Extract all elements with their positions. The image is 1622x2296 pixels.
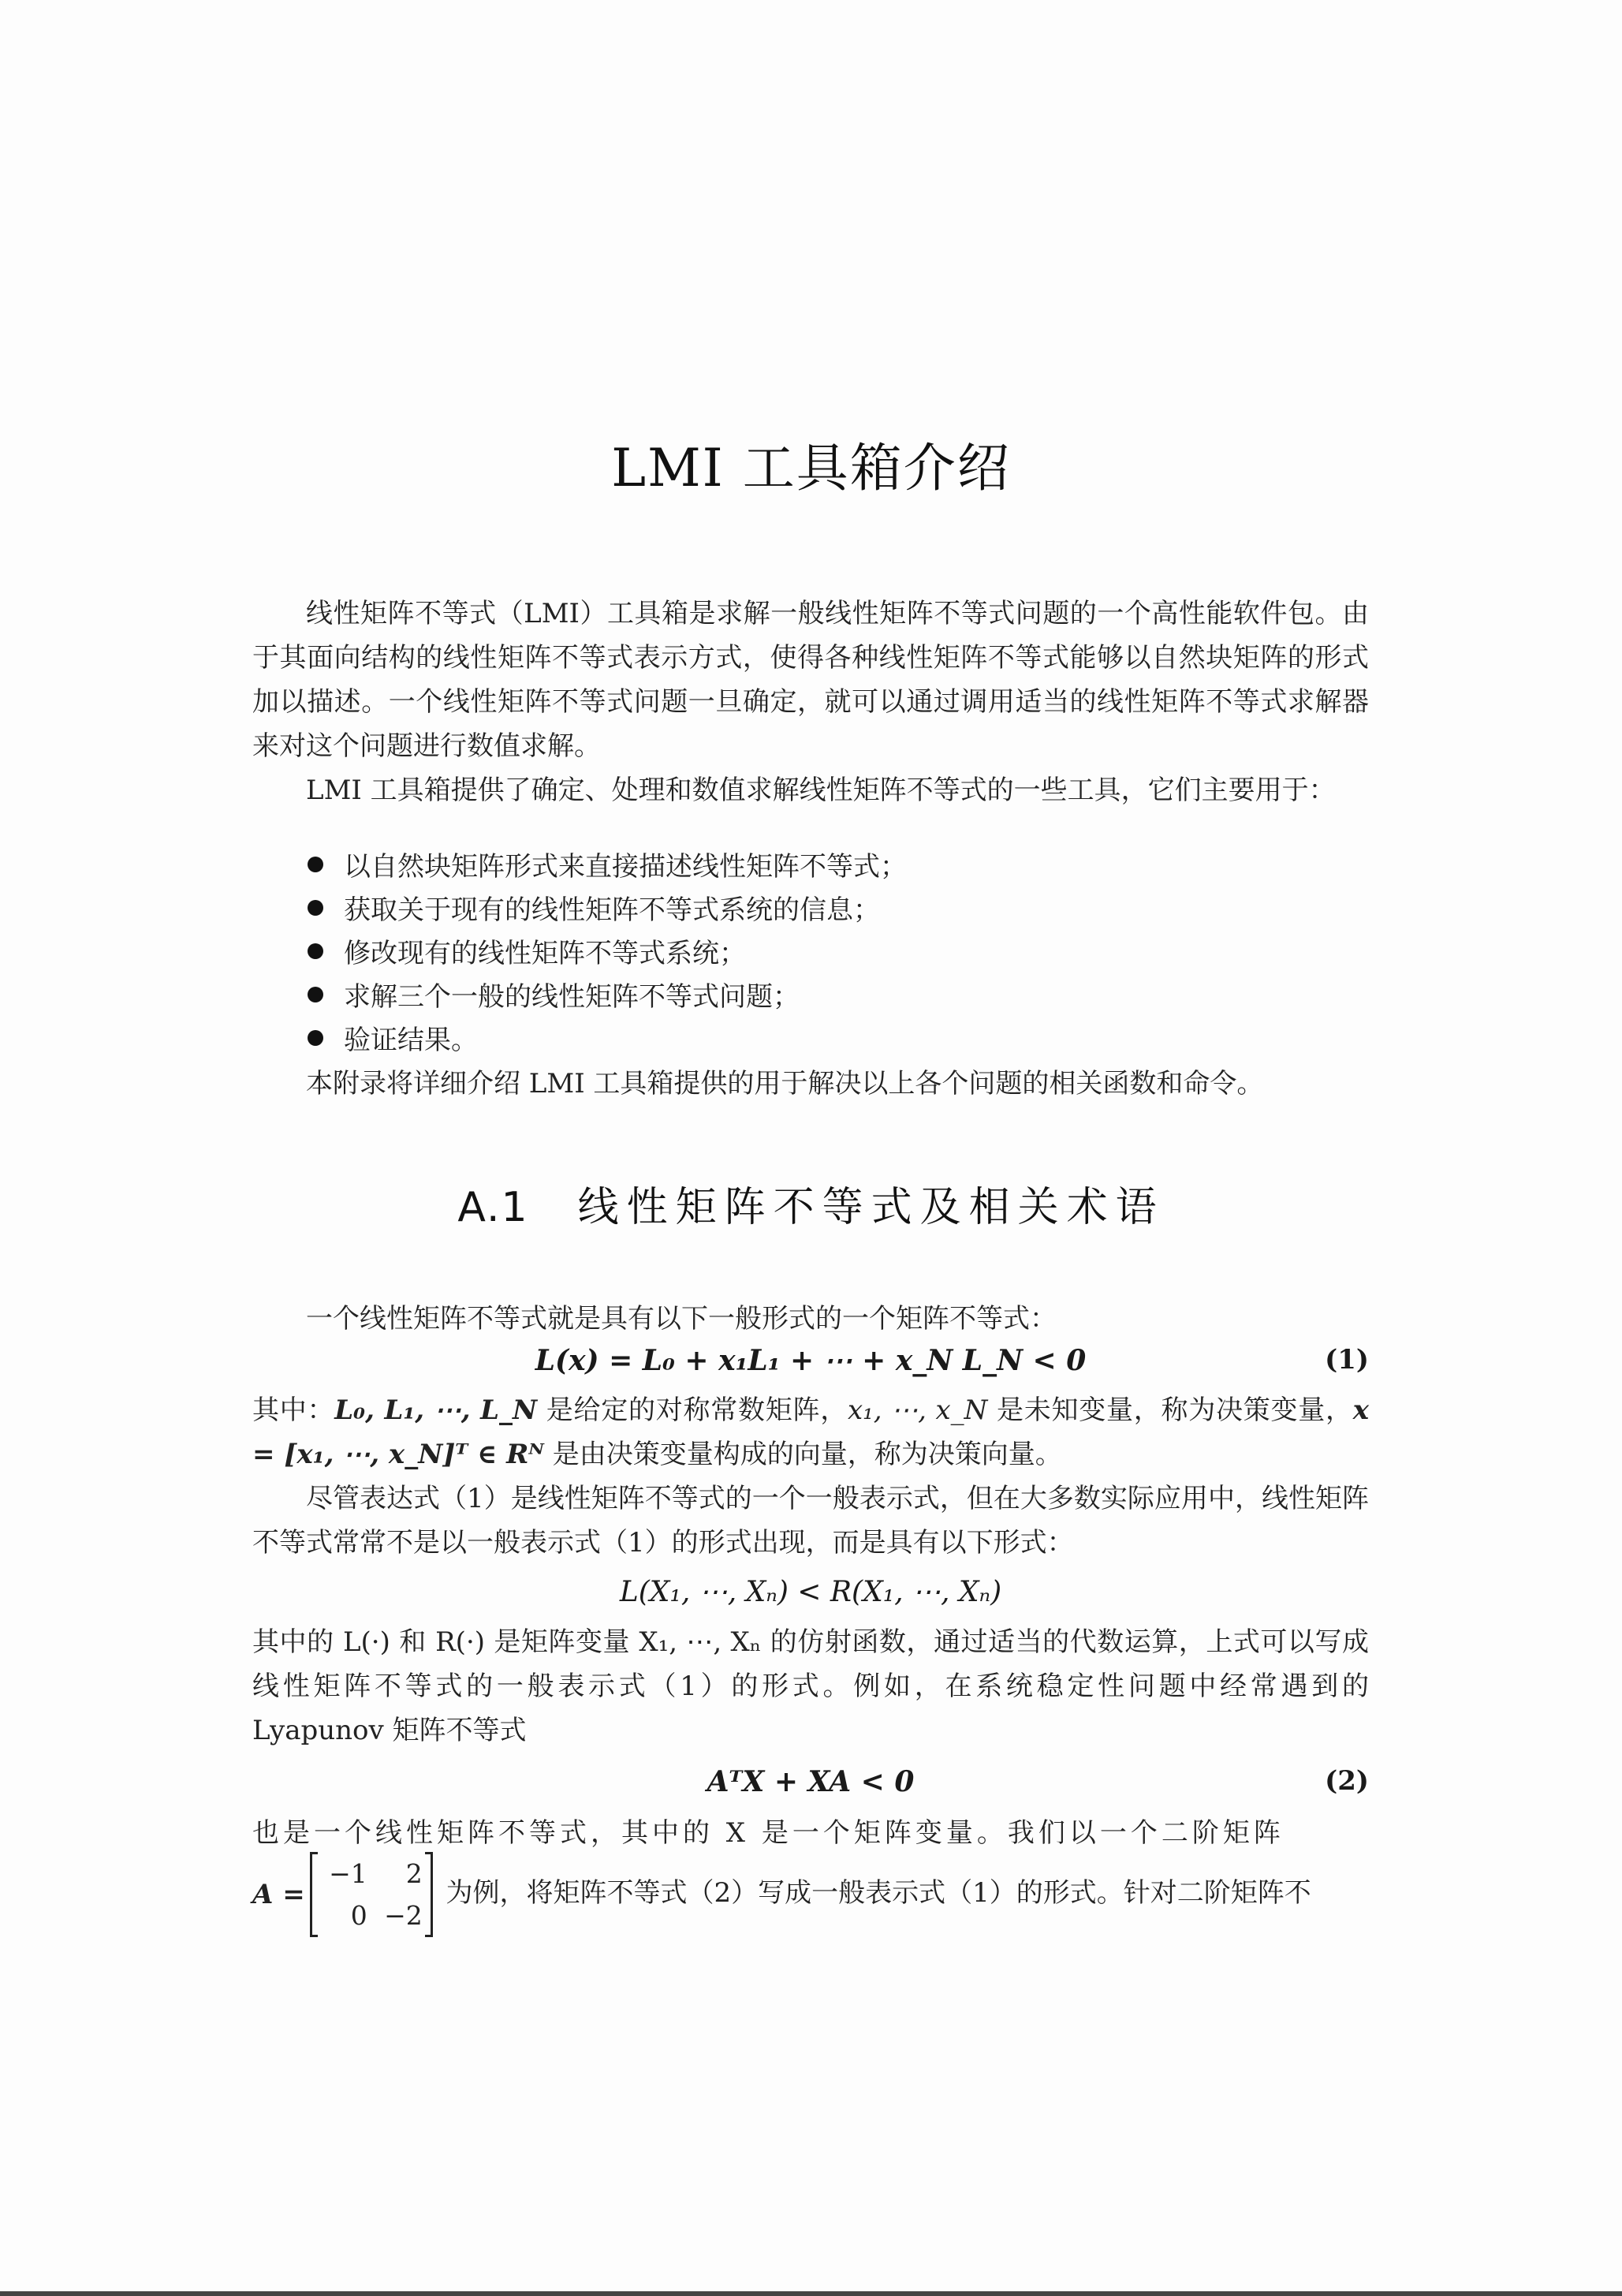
bullet-icon	[308, 900, 323, 916]
matrix-expression	[252, 1854, 438, 1936]
list-item: 获取关于现有的线性矩阵不等式系统的信息；	[308, 889, 907, 932]
page-bottom-edge	[0, 2291, 1622, 2296]
intro-paragraph-3: 本附录将详细介绍 LMI 工具箱提供的用于解决以上各个问题的相关函数和命令。	[306, 1068, 1264, 1099]
body-paragraph-3: 尽管表达式（1）是线性矩阵不等式的一个一般表示式，但在大多数实际应用中，线性矩阵不等式常常不是以一般表示式（1）的形式出现，而是具有以下形式：	[252, 1483, 1369, 1559]
matrix-label: A =	[252, 1879, 305, 1910]
matrix-trailing-text: 为例，将矩阵不等式（2）写成一般表示式（1）的形式。针对二阶矩阵不	[446, 1877, 1311, 1909]
bullet-icon	[308, 987, 323, 1002]
section-heading	[0, 1174, 1622, 1233]
equation-general: L(X₁, ⋯, Xₙ) < R(X₁, ⋯, Xₙ)	[619, 1576, 1002, 1608]
section-title: 线性矩阵不等式及相关术语	[577, 1184, 1165, 1231]
list-item: 以自然块矩阵形式来直接描述线性矩阵不等式；	[308, 846, 907, 889]
section-number: A.1	[457, 1184, 529, 1231]
list-item: 修改现有的线性矩阵不等式系统；	[308, 932, 907, 976]
intro-paragraph-2: LMI 工具箱提供了确定、处理和数值求解线性矩阵不等式的一些工具，它们主要用于：	[306, 775, 1336, 806]
body-paragraph-1: 一个线性矩阵不等式就是具有以下一般形式的一个矩阵不等式：	[306, 1303, 1057, 1335]
feature-list	[308, 846, 907, 1062]
body-paragraph-5: 也是一个线性矩阵不等式，其中的 X 是一个矩阵变量。我们以一个二阶矩阵	[252, 1817, 1285, 1849]
page-title: LMI 工具箱介绍	[611, 438, 1011, 498]
bullet-icon	[308, 943, 323, 959]
list-item: 求解三个一般的线性矩阵不等式问题；	[308, 976, 907, 1019]
matrix-line	[252, 1854, 1311, 1936]
equation-2: AᵀX + XA < 0 (2)	[707, 1765, 1369, 1798]
equation-number: (1)	[1325, 1344, 1369, 1376]
body-paragraph-2: 其中：L₀, L₁, ⋯, L_N 是给定的对称常数矩阵，x₁, ⋯, x_N 是未知变量，称为决策变量，x = [x₁, ⋯, x_N]ᵀ ∈ Rᴺ 是由决策变量构成的向量，称为决策向量。	[252, 1394, 1370, 1470]
list-item: 验证结果。	[308, 1019, 907, 1062]
body-paragraph-4: 其中的 L(·) 和 R(·) 是矩阵变量 X₁, ⋯, Xₙ 的仿射函数，通过适当的代数运算，上式可以写成线性矩阵不等式的一般表示式（1）的形式。例如，在系统稳定性问题中经常遇到的 Lyapunov 矩阵不等式	[252, 1626, 1369, 1746]
bullet-icon	[308, 857, 323, 872]
intro-paragraph-1: 线性矩阵不等式（LMI）工具箱是求解一般线性矩阵不等式问题的一个高性能软件包。由于其面向结构的线性矩阵不等式表示方式，使得各种线性矩阵不等式能够以自然块矩阵的形式加以描述。一个线性矩阵不等式问题一旦确定，就可以通过调用适当的线性矩阵不等式求解器来对这个问题进行数值求解。	[252, 598, 1369, 762]
bullet-icon	[308, 1030, 323, 1046]
equation-number: (2)	[1325, 1765, 1369, 1797]
equation-1: L(x) = L₀ + x₁L₁ + ⋯ + x_N L_N < 0 (1)	[535, 1344, 1369, 1377]
matrix: −1 2 0 −2	[310, 1854, 433, 1936]
